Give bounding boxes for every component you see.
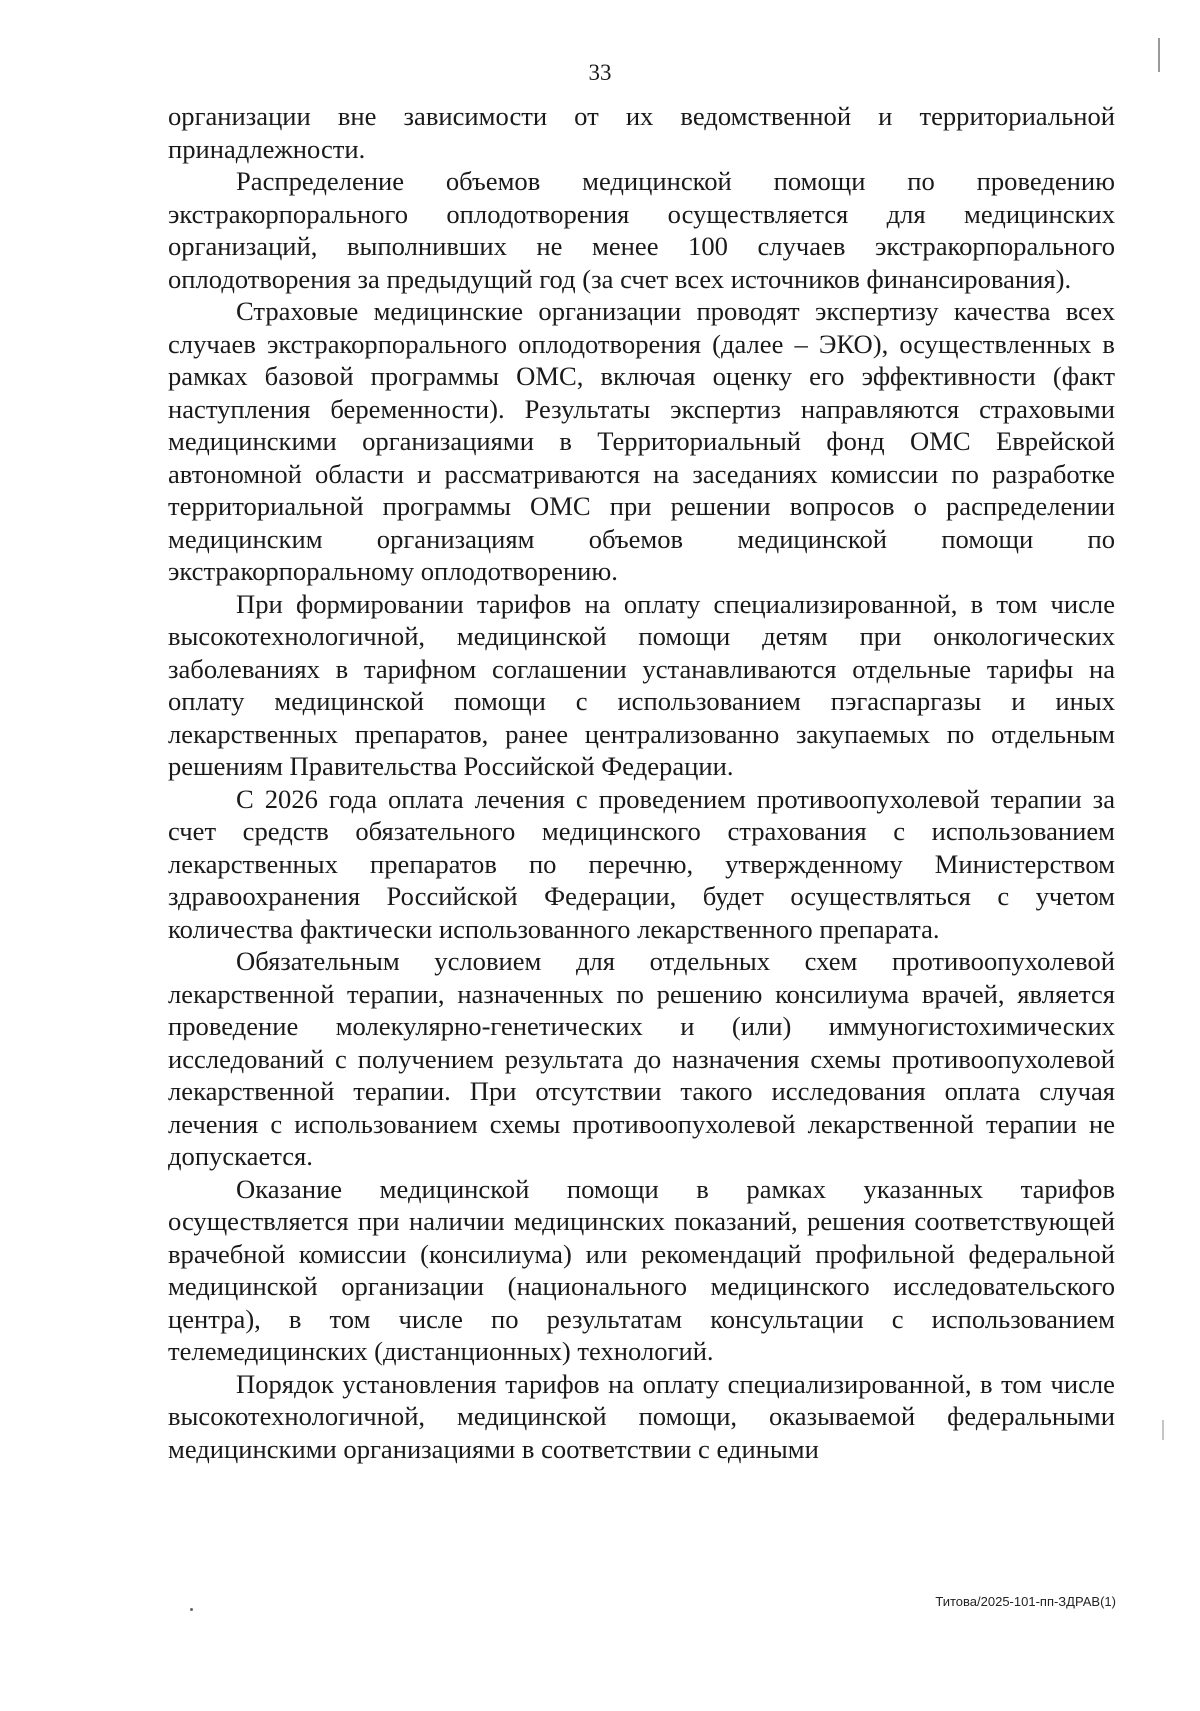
paragraph-ivf-volume-distribution: Распределение объемов медицинской помощи по проведению экстракорпорального оплодотворения осуществляется для медицинских организаций, выполнивших не менее 100 случаев экстракорпорального оплодотворения за предыдущий год (за счет всех источников финансирования). bbox=[168, 166, 1115, 294]
page-number: 33 bbox=[588, 60, 612, 85]
paragraph-federal-tariff-procedure: Порядок установления тарифов на оплату специализированной, в том числе высокотехнологичной, медицинской помощи, оказываемой федеральными медицинскими организациями в соответствии с едиными bbox=[168, 1368, 1115, 1464]
document-body bbox=[168, 100, 1115, 1465]
paragraph-2026-antitumor-therapy: С 2026 года оплата лечения с проведением противоопухолевой терапии за счет средств обязательного медицинского страхования с использованием лекарственных препаратов по перечню, утвержденному Министерством здравоохранения Российской Федерации, будет осуществляться с учетом количества фактически использованного лекарственного препарата. bbox=[168, 783, 1115, 944]
paragraph-care-provision-conditions: Оказание медицинской помощи в рамках указанных тарифов осуществляется при наличии медицинских показаний, решения соответствующей врачебной комиссии (консилиума) или рекомендаций профильной федеральной медицинской организации (национального медицинского исследовательского центра), в том числе по результатам консультации с использованием телемедицинских (дистанционных) технологий. bbox=[168, 1173, 1115, 1366]
scan-edge-mark bbox=[1162, 1420, 1164, 1440]
scan-dot-mark bbox=[190, 1608, 193, 1611]
paragraph-mandatory-testing-condition: Обязательным условием для отдельных схем противоопухолевой лекарственной терапии, назначенных по решению консилиума врачей, является проведение молекулярно-генетических и (или) иммуногистохимических исследований с получением результата до назначения схемы противоопухолевой лекарственной терапии. При отсутствии такого исследования оплата случая лечения с использованием схемы противоопухолевой лекарственной терапии не допускается. bbox=[168, 946, 1115, 1171]
paragraph-ivf-quality-expertise: Страховые медицинские организации проводят экспертизу качества всех случаев экстракорпорального оплодотворения (далее – ЭКО), осуществленных в рамках базовой программы ОМС, включая оценку его эффективности (факт наступления беременности). Результаты экспертиз направляются страховыми медицинскими организациями в Территориальный фонд ОМС Еврейской автономной области и рассматриваются на заседаниях комиссии по разработке территориальной программы ОМС при решении вопросов о распределении медицинским организациям объемов медицинской помощи по экстракорпоральному оплодотворению. bbox=[168, 296, 1115, 586]
paragraph-pediatric-oncology-tariffs: При формировании тарифов на оплату специализированной, в том числе высокотехнологичной, медицинской помощи детям при онкологических заболеваниях в тарифном соглашении устанавливаются отдельные тарифы на оплату медицинской помощи с использованием пэгаспаргазы и иных лекарственных препаратов, ранее централизованно закупаемых по отдельным решениям Правительства Российской Федерации. bbox=[168, 588, 1115, 781]
paragraph-continuation: организации вне зависимости от их ведомственной и территориальной принадлежности. bbox=[168, 101, 1115, 164]
footer-document-code: Титова/2025-101-пп-ЗДРАВ(1) bbox=[935, 1594, 1116, 1609]
